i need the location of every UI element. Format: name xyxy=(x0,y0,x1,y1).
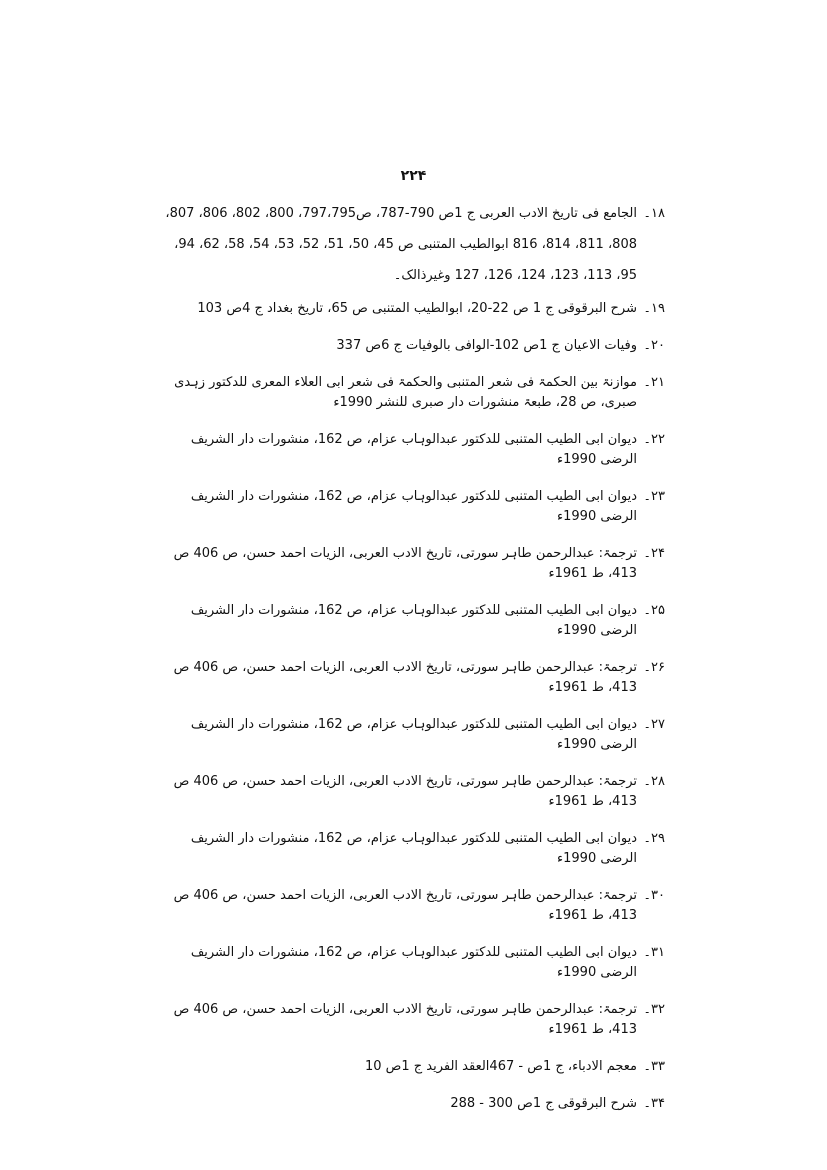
footnote-number: ۲۲۔ xyxy=(643,432,665,447)
footnote-text: شرح البرقوقی ج 1 ص 22-20، ابوالطیب المتنبی ص 65، تاریخ بغداد ج 4ص 103 xyxy=(197,301,637,316)
footnote-item xyxy=(165,487,665,527)
footnote-text: دیوان ابی الطیب المتنبی للدکتور عبدالوہاب عزام، ص 162، منشورات دار الشریف الرضی 1990ء xyxy=(190,831,637,866)
footnote-item xyxy=(165,544,665,584)
footnote-text: ترجمۃ: عبدالرحمن طاہر سورتی، تاریخ الادب العربی، الزیات احمد حسن، ص 406 ص 413، ط 1961ء xyxy=(173,774,637,809)
footnote-text: ترجمۃ: عبدالرحمن طاہر سورتی، تاریخ الادب العربی، الزیات احمد حسن، ص 406 ص 413، ط 1961ء xyxy=(173,1002,637,1037)
footnote-text: دیوان ابی الطیب المتنبی للدکتور عبدالوہاب عزام، ص 162، منشورات دار الشریف الرضی 1990ء xyxy=(190,945,637,980)
footnote-number: ۳۴۔ xyxy=(643,1096,665,1111)
footnote-number: ۲۴۔ xyxy=(643,546,665,561)
footnote-text: معجم الادباء، ج 1ص - 467العقد الفرید ج 1ص 10 xyxy=(364,1059,637,1074)
footnote-number: ۲۵۔ xyxy=(643,603,665,618)
footnote-number: ۳۳۔ xyxy=(643,1059,665,1074)
footnote-item xyxy=(165,772,665,812)
footnote-number: ۳۲۔ xyxy=(643,1002,665,1017)
footnote-text: دیوان ابی الطیب المتنبی للدکتور عبدالوہاب عزام، ص 162، منشورات دار الشریف الرضی 1990ء xyxy=(190,489,637,524)
footnote-number: ۲۱۔ xyxy=(643,375,665,390)
footnote-number: ۳۱۔ xyxy=(643,945,665,960)
footnote-item xyxy=(165,1057,665,1077)
footnote-item xyxy=(165,1094,665,1114)
footnote-number: ۲۰۔ xyxy=(643,338,665,353)
footnote-number: ۱۸۔ xyxy=(643,206,665,221)
footnote-text: ترجمۃ: عبدالرحمن طاہر سورتی، تاریخ الادب العربی، الزیات احمد حسن، ص 406 ص 413، ط 1961ء xyxy=(173,546,637,581)
page-number: ۲۲۴ xyxy=(400,168,427,184)
footnote-text: شرح البرقوقی ج 1ص 300 - 288 xyxy=(450,1096,637,1111)
footnote-text: دیوان ابی الطیب المتنبی للدکتور عبدالوہاب عزام، ص 162، منشورات دار الشریف الرضی 1990ء xyxy=(190,432,637,467)
footnote-item xyxy=(165,658,665,698)
footnote-number: ۱۹۔ xyxy=(643,301,665,316)
footnote-number: ۲۳۔ xyxy=(643,489,665,504)
footnote-item xyxy=(165,715,665,755)
footnote-list xyxy=(165,198,665,1131)
footnote-number: ۳۰۔ xyxy=(643,888,665,903)
footnote-item xyxy=(165,430,665,470)
footnote-item xyxy=(165,336,665,356)
footnote-number: ۲۷۔ xyxy=(643,717,665,732)
footnote-number: ۲۹۔ xyxy=(643,831,665,846)
footnote-number: ۲۸۔ xyxy=(643,774,665,789)
footnote-text: ترجمۃ: عبدالرحمن طاہر سورتی، تاریخ الادب العربی، الزیات احمد حسن، ص 406 ص 413، ط 1961ء xyxy=(173,660,637,695)
footnote-text: دیوان ابی الطیب المتنبی للدکتور عبدالوہاب عزام، ص 162، منشورات دار الشریف الرضی 1990ء xyxy=(190,603,637,638)
footnote-item xyxy=(165,198,665,291)
footnote-item xyxy=(165,1000,665,1040)
footnote-text: ترجمۃ: عبدالرحمن طاہر سورتی، تاریخ الادب العربی، الزیات احمد حسن، ص 406 ص 413، ط 1961ء xyxy=(173,888,637,923)
footnote-text: وفیات الاعیان ج 1ص 102-الوافی بالوفیات ج 6ص 337 xyxy=(336,338,637,353)
footnote-item xyxy=(165,373,665,413)
footnote-item xyxy=(165,886,665,926)
footnote-text: دیوان ابی الطیب المتنبی للدکتور عبدالوہاب عزام، ص 162، منشورات دار الشریف الرضی 1990ء xyxy=(190,717,637,752)
footnote-text: الجامع فی تاریخ الادب العربی ج 1ص 790-787، ص797،795، 800، 802، 806، 807، 808، 811، 814، 816 ابوالطیب المتنبی ص 45، 50، 51، 52، 53، 54، 58، 62، 94، 95، 113، 123، 124، 126، 127 وغیرذالک۔ xyxy=(165,206,637,283)
footnote-text: موازنۃ بین الحکمۃ فی شعر المتنبی والحکمۃ فی شعر ابی العلاء المعری للدکتور زہدی صبری، ص 28، طبعۃ منشورات دار صبری للنشر 1990ء xyxy=(174,375,637,410)
footnote-item xyxy=(165,943,665,983)
footnote-item xyxy=(165,299,665,319)
footnote-item xyxy=(165,829,665,869)
footnote-number: ۲۶۔ xyxy=(643,660,665,675)
footnote-item xyxy=(165,601,665,641)
